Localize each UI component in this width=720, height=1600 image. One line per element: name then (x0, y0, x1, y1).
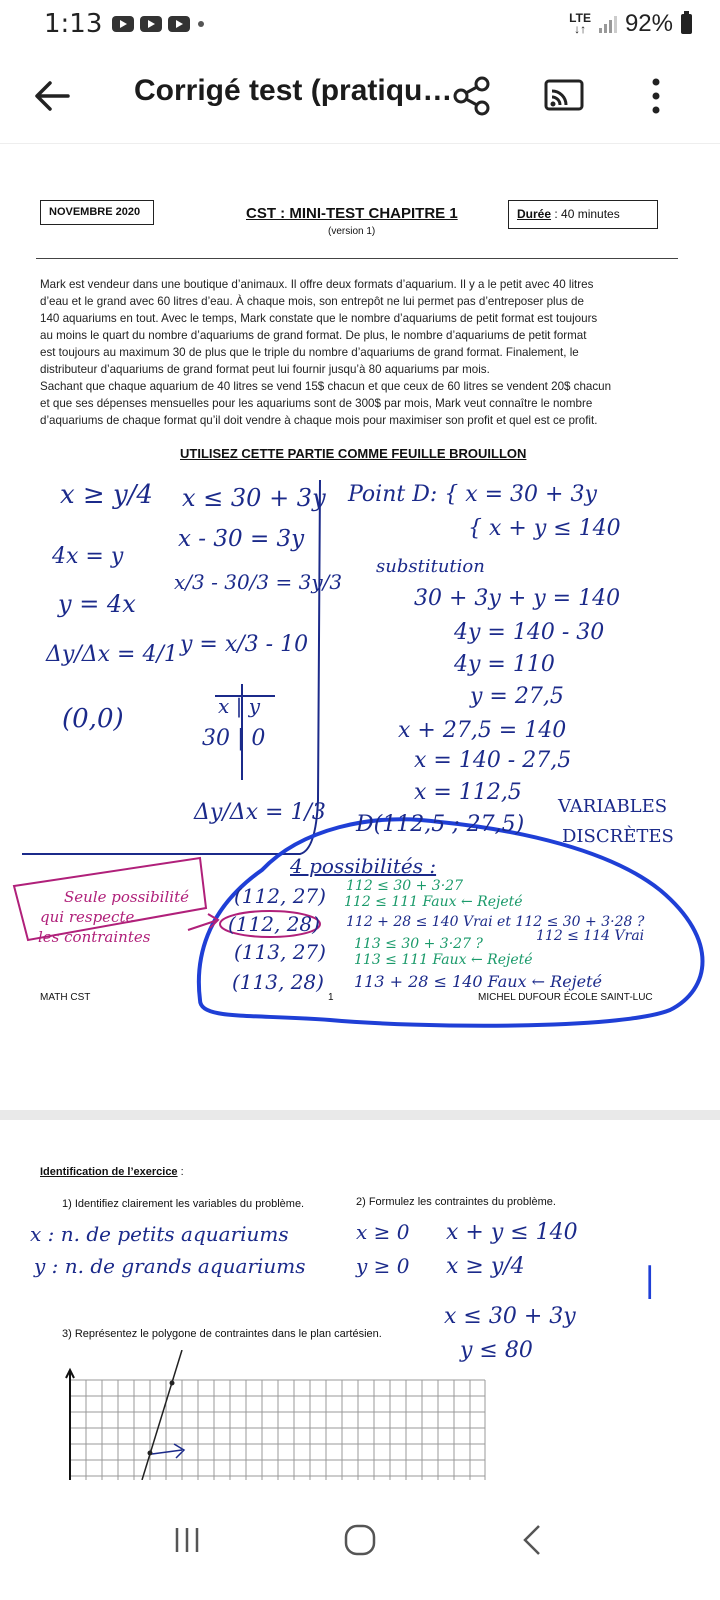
hw-col1-line: x ≥ y/4 (60, 480, 153, 510)
hw-col2-line: x | y (218, 694, 261, 718)
hw-check: 112 + 28 ≤ 140 Vrai et 112 ≤ 30 + 3·28 ? (346, 914, 645, 930)
hw-col2-line: 30 | 0 (202, 726, 266, 751)
home-icon[interactable] (336, 1516, 384, 1564)
hw-constraint: x + y ≤ 140 (446, 1220, 578, 1245)
more-notifications-icon (198, 21, 204, 27)
hw-margin-note: les contraintes (38, 928, 151, 946)
hw-var-y: y : n. de grands aquariums (34, 1254, 306, 1278)
hw-check: 112 ≤ 114 Vrai (536, 928, 645, 944)
hw-constraint: x ≥ y/4 (446, 1254, 525, 1279)
hw-col2-line: y = x/3 - 10 (180, 632, 309, 657)
hw-check: 112 ≤ 111 Faux ← Rejeté (344, 894, 523, 910)
hw-possibility: (112, 27) (234, 884, 326, 908)
hw-col1-line: Δy/Δx = 4/1 (46, 642, 178, 667)
cast-icon[interactable] (540, 72, 588, 120)
status-right (569, 10, 692, 38)
hw-col2-line: x ≤ 30 + 3y (182, 484, 326, 512)
hw-col1-line: (0,0) (62, 704, 124, 734)
problem-line: et que ses dépenses mensuelles pour les aquariums sont de 300$ par mois, Mark veut connaître le nombre (40, 397, 593, 410)
hw-constraint: x ≤ 30 + 3y (444, 1304, 576, 1329)
hw-pointd-line: x = 112,5 (414, 780, 522, 805)
question-3: 3) Représentez le polygone de contraintes dans le plan cartésien. (62, 1328, 382, 1340)
more-options-icon[interactable] (632, 72, 680, 120)
duration-box: Durée : 40 minutes (508, 200, 658, 229)
hw-pointd-line: 4y = 110 (454, 652, 555, 677)
hw-constraint: x ≥ 0 (356, 1220, 410, 1244)
problem-line: 140 aquariums en tout. Avec le temps, Mark constate que le nombre d’aquariums de petit format est toujours (40, 312, 598, 325)
hw-col2-line: x - 30 = 3y (178, 526, 305, 552)
hw-margin-note: Seule possibilité (64, 888, 189, 906)
hw-margin-mark: | (644, 1260, 656, 1300)
status-time: 1:13 (44, 9, 103, 39)
hw-pointd-line: 30 + 3y + y = 140 (414, 586, 621, 611)
scratch-heading: UTILISEZ CETTE PARTIE COMME FEUILLE BROUILLON (180, 446, 527, 461)
hw-variables-note: VARIABLES (558, 796, 668, 817)
problem-line: d’aquariums de chaque format qu’il doit vendre à chaque mois pour maximiser son profit et quel est ce profit. (40, 414, 598, 427)
back-arrow-icon[interactable] (30, 74, 74, 118)
hw-possibility: (113, 27) (234, 940, 326, 964)
hw-constraint: y ≥ 0 (356, 1254, 410, 1278)
battery-percent: 92% (624, 10, 673, 37)
hw-var-x: x : n. de petits aquariums (30, 1222, 289, 1246)
document-title: Corrigé test (pratiqu… (134, 74, 453, 107)
hw-constraint: y ≤ 80 (460, 1338, 533, 1363)
hw-pointd-line: Point D: { x = 30 + 3y (348, 482, 597, 507)
status-bar (0, 0, 720, 48)
hw-pointd-line: x = 140 - 27,5 (414, 748, 572, 773)
document-page-2 (0, 1120, 720, 1480)
youtube-icon (112, 16, 134, 32)
hw-pointd-line: D(112,5 ; 27,5) (356, 812, 525, 837)
problem-line: Mark est vendeur dans une boutique d’animaux. Il offre deux formats d’aquarium. Il y a le petit avec 40 litres (40, 278, 594, 291)
hw-check: 113 ≤ 30 + 3·27 ? (354, 936, 483, 952)
hw-pointd-line: x + 27,5 = 140 (398, 718, 567, 743)
footer-left: MATH CST (40, 992, 91, 1003)
date-box: NOVEMBRE 2020 (40, 200, 154, 225)
hw-col2-line: Δy/Δx = 1/3 (194, 800, 326, 825)
battery-icon (681, 14, 692, 34)
hw-pointd-line: 4y = 140 - 30 (454, 620, 605, 645)
hw-col1-line: y = 4x (58, 590, 136, 618)
notification-icons (112, 16, 190, 32)
back-icon[interactable] (509, 1516, 557, 1564)
problem-line: au moins le quart du nombre d’aquariums de grand format. De plus, le nombre d’aquariums de petit format (40, 329, 587, 342)
share-icon[interactable] (448, 72, 496, 120)
recent-apps-icon[interactable] (163, 1516, 211, 1564)
hw-check: 113 + 28 ≤ 140 Faux ← Rejeté (354, 972, 602, 991)
hw-possibility: (113, 28) (232, 970, 324, 994)
footer-right: MICHEL DUFOUR ÉCOLE SAINT-LUC (478, 992, 653, 1003)
hw-pointd-line: { x + y ≤ 140 (468, 516, 621, 541)
hw-variables-note: DISCRÈTES (562, 826, 674, 847)
hw-pointd-line: y = 27,5 (470, 684, 564, 709)
test-version: (version 1) (328, 226, 376, 237)
hw-check: 112 ≤ 30 + 3·27 (346, 878, 463, 894)
hw-possibility: (112, 28) (228, 912, 320, 936)
problem-line: d’eau et le grand avec 60 litres d’eau. À chaque mois, son entrepôt ne lui permet pas d’entreposer plus de (40, 295, 584, 308)
hw-possibilities-title: 4 possibilités : (290, 854, 437, 878)
app-bar (0, 48, 720, 144)
hw-pointd-line: substitution (376, 556, 485, 577)
youtube-icon (140, 16, 162, 32)
problem-line: est toujours au maximum 30 de plus que le triple du nombre d’aquariums de grand format. Finalement, le (40, 346, 579, 359)
signal-icon (599, 15, 617, 33)
hw-col2-line: x/3 - 30/3 = 3y/3 (174, 570, 343, 594)
hw-check: 113 ≤ 111 Faux ← Rejeté (354, 952, 533, 968)
section-title: Identification de l’exercice : (40, 1166, 184, 1178)
question-2: 2) Formulez les contraintes du problème. (356, 1196, 556, 1208)
test-title: CST : MINI-TEST CHAPITRE 1 (246, 205, 458, 222)
youtube-icon (168, 16, 190, 32)
system-nav-bar (0, 1480, 720, 1600)
question-1: 1) Identifiez clairement les variables du problème. (62, 1198, 305, 1210)
document-page-1 (0, 150, 720, 1110)
problem-line: distributeur d’aquariums de grand format peut lui fournir jusqu’à 80 aquariums par mois. (40, 363, 490, 376)
hw-margin-note: qui respecte (40, 908, 135, 926)
network-type-icon: LTE ↓↑ (569, 11, 591, 36)
cartesian-grid (60, 1350, 490, 1480)
page-number: 1 (328, 992, 334, 1003)
hw-col1-line: 4x = y (52, 544, 124, 569)
problem-line: Sachant que chaque aquarium de 40 litres se vend 15$ chacun et que ceux de 60 litres se vendent 20$ chacun (40, 380, 612, 393)
